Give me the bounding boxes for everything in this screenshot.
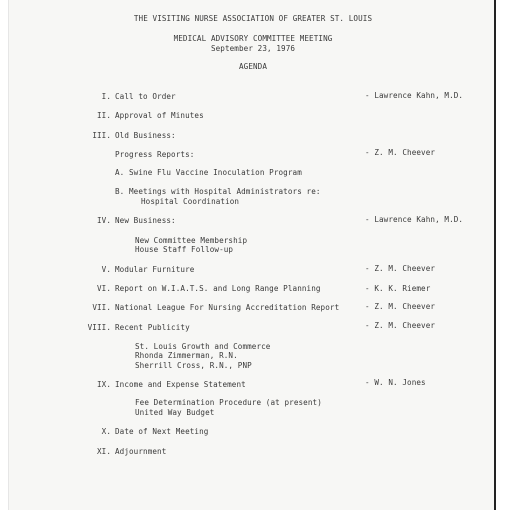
sub-item-text: Fee Determination Procedure (at present) (135, 398, 322, 407)
sub-item-text: Hospital Coordination (141, 197, 240, 206)
sub-item-text: St. Louis Growth and Commerce (135, 342, 271, 351)
item-text: Report on W.I.A.T.S. and Long Range Planning (115, 284, 321, 293)
item-text: National League For Nursing Accreditation Report (115, 303, 340, 312)
item-presenter: - Lawrence Kahn, M.D. (365, 215, 464, 224)
item-number: V. (101, 265, 111, 274)
item-text: New Business: (115, 216, 176, 225)
item-text: Date of Next Meeting (115, 427, 209, 436)
meeting-date: September 23, 1976 (210, 44, 296, 53)
item-number: VII. (92, 303, 111, 312)
item-text: Recent Publicity (115, 323, 190, 332)
item-presenter: - W. N. Jones (365, 378, 426, 387)
item-presenter: - Z. M. Cheever (365, 302, 436, 311)
agenda-heading: AGENDA (238, 62, 268, 71)
document-page (8, 0, 496, 510)
meeting-title: MEDICAL ADVISORY COMMITTEE MEETING (173, 34, 333, 43)
sub-item-text: A. Swine Flu Vaccine Inoculation Program (115, 168, 302, 177)
item-text: Modular Furniture (115, 265, 195, 274)
item-number: VIII. (87, 323, 111, 332)
item-text: Income and Expense Statement (115, 380, 246, 389)
sub-item-text: House Staff Follow-up (135, 245, 234, 254)
org-title: THE VISITING NURSE ASSOCIATION OF GREATER ST. LOUIS (133, 14, 373, 23)
item-number: VI. (96, 284, 111, 293)
item-text: Adjournment (115, 447, 167, 456)
item-number: II. (96, 111, 111, 120)
sub-item-text: New Committee Membership (135, 236, 248, 245)
item-presenter: - K. K. Riemer (365, 284, 431, 293)
sub-item-text: United Way Budget (135, 408, 215, 417)
item-presenter: - Z. M. Cheever (365, 264, 436, 273)
item-number: X. (101, 427, 111, 436)
item-number: XI. (96, 447, 111, 456)
item-number: IV. (96, 216, 111, 225)
sub-item-text: Progress Reports: (115, 150, 195, 159)
item-presenter: - Z. M. Cheever (365, 148, 436, 157)
item-number: III. (92, 131, 111, 140)
sub-item-text: B. Meetings with Hospital Administrators re: (115, 187, 321, 196)
item-presenter: - Z. M. Cheever (365, 321, 436, 330)
sub-item-text: Rhonda Zimmerman, R.N. (135, 351, 238, 360)
item-text: Call to Order (115, 92, 176, 101)
item-number: I. (101, 92, 111, 101)
item-number: IX. (96, 380, 111, 389)
item-text: Old Business: (115, 131, 176, 140)
item-presenter: - Lawrence Kahn, M.D. (365, 91, 464, 100)
sub-item-text: Sherrill Cross, R.N., PNP (135, 361, 252, 370)
item-text: Approval of Minutes (115, 111, 204, 120)
